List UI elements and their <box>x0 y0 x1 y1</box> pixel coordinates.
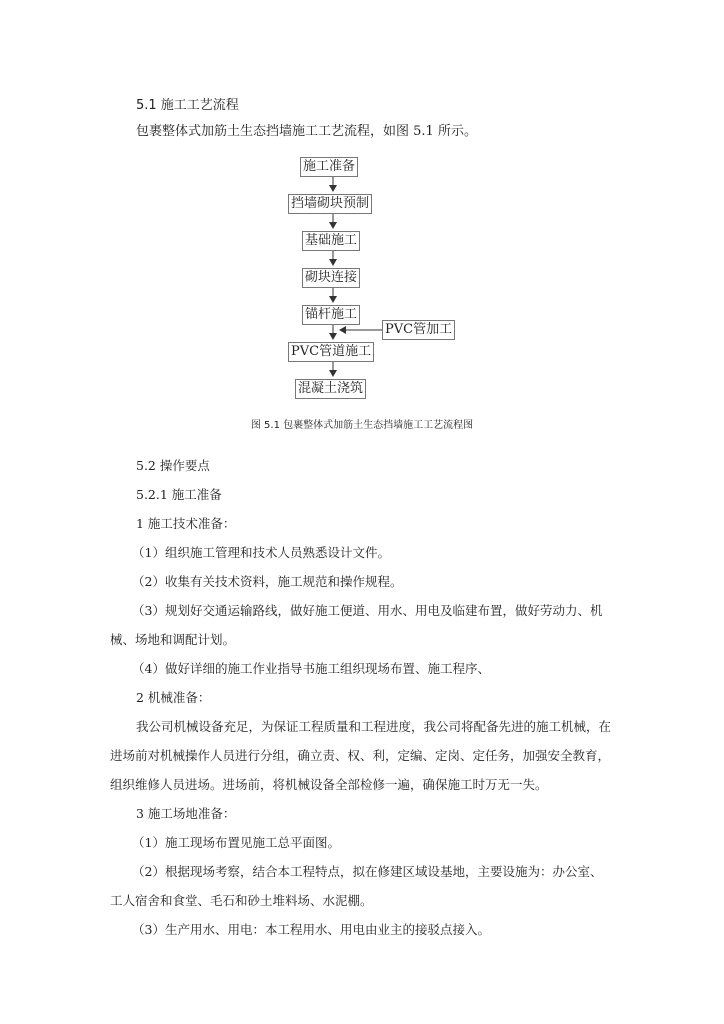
flow-step-3: 基础施工 <box>302 231 360 251</box>
section-title: 5.1 施工工艺流程 <box>136 98 239 113</box>
flow-step-4: 砌块连接 <box>302 268 360 288</box>
paragraph-line: 械、场地和调配计划。 <box>110 632 236 647</box>
sub-heading-site: 3 施工场地准备： <box>136 806 236 821</box>
flow-step-7: 混凝土浇筑 <box>295 379 366 399</box>
figure-caption: 图 5.1 包裹整体式加筋土生态挡墙施工工艺流程图 <box>250 420 474 431</box>
paragraph-line: 工人宿舍和食堂、毛石和砂土堆料场、水泥棚。 <box>110 893 373 908</box>
sub-heading-machine: 2 机械准备： <box>136 690 211 705</box>
paragraph-line: （1）组织施工管理和技术人员熟悉设计文件。 <box>132 545 390 560</box>
paragraph-line: （1）施工现场布置见施工总平面图。 <box>132 835 340 850</box>
paragraph-line: （2）根据现场考察，结合本工程特点，拟在修建区域设基地，主要设施为：办公室、 <box>132 864 603 879</box>
paragraph-line: 我公司机械设备充足，为保证工程质量和工程进度，我公司将配备先进的施工机械，在 <box>136 719 612 734</box>
paragraph-line: （4）做好详细的施工作业指导书施工组织现场布置、施工程序、 <box>132 661 490 676</box>
flow-step-2: 挡墙砌块预制 <box>288 194 372 214</box>
flow-side-step: PVC管加工 <box>382 320 455 340</box>
sub-heading-tech: 1 施工技术准备： <box>136 516 236 531</box>
paragraph-line: 组织维修人员进场。进场前，将机械设备全部检修一遍，确保施工时万无一失。 <box>110 777 548 792</box>
heading-5-2-1: 5.2.1 施工准备 <box>136 487 222 502</box>
paragraph-line: （3）生产用水、用电：本工程用水、用电由业主的接驳点接入。 <box>132 922 490 937</box>
paragraph-line: （3）规划好交通运输路线，做好施工便道、用水、用电及临建布置，做好劳动力、机 <box>132 603 603 618</box>
flow-step-6: PVC管道施工 <box>288 342 374 362</box>
flow-step-1: 施工准备 <box>300 157 358 177</box>
intro-paragraph: 包裹整体式加筋土生态挡墙施工工艺流程，如图 5.1 所示。 <box>136 124 477 139</box>
heading-5-2: 5.2 操作要点 <box>136 458 210 473</box>
paragraph-line: 进场前对机械操作人员进行分组，确立责、权、利，定编、定岗、定任务，加强安全教育， <box>110 748 611 763</box>
paragraph-line: （2）收集有关技术资料，施工规范和操作规程。 <box>132 574 403 589</box>
flow-step-5: 锚杆施工 <box>302 305 360 325</box>
